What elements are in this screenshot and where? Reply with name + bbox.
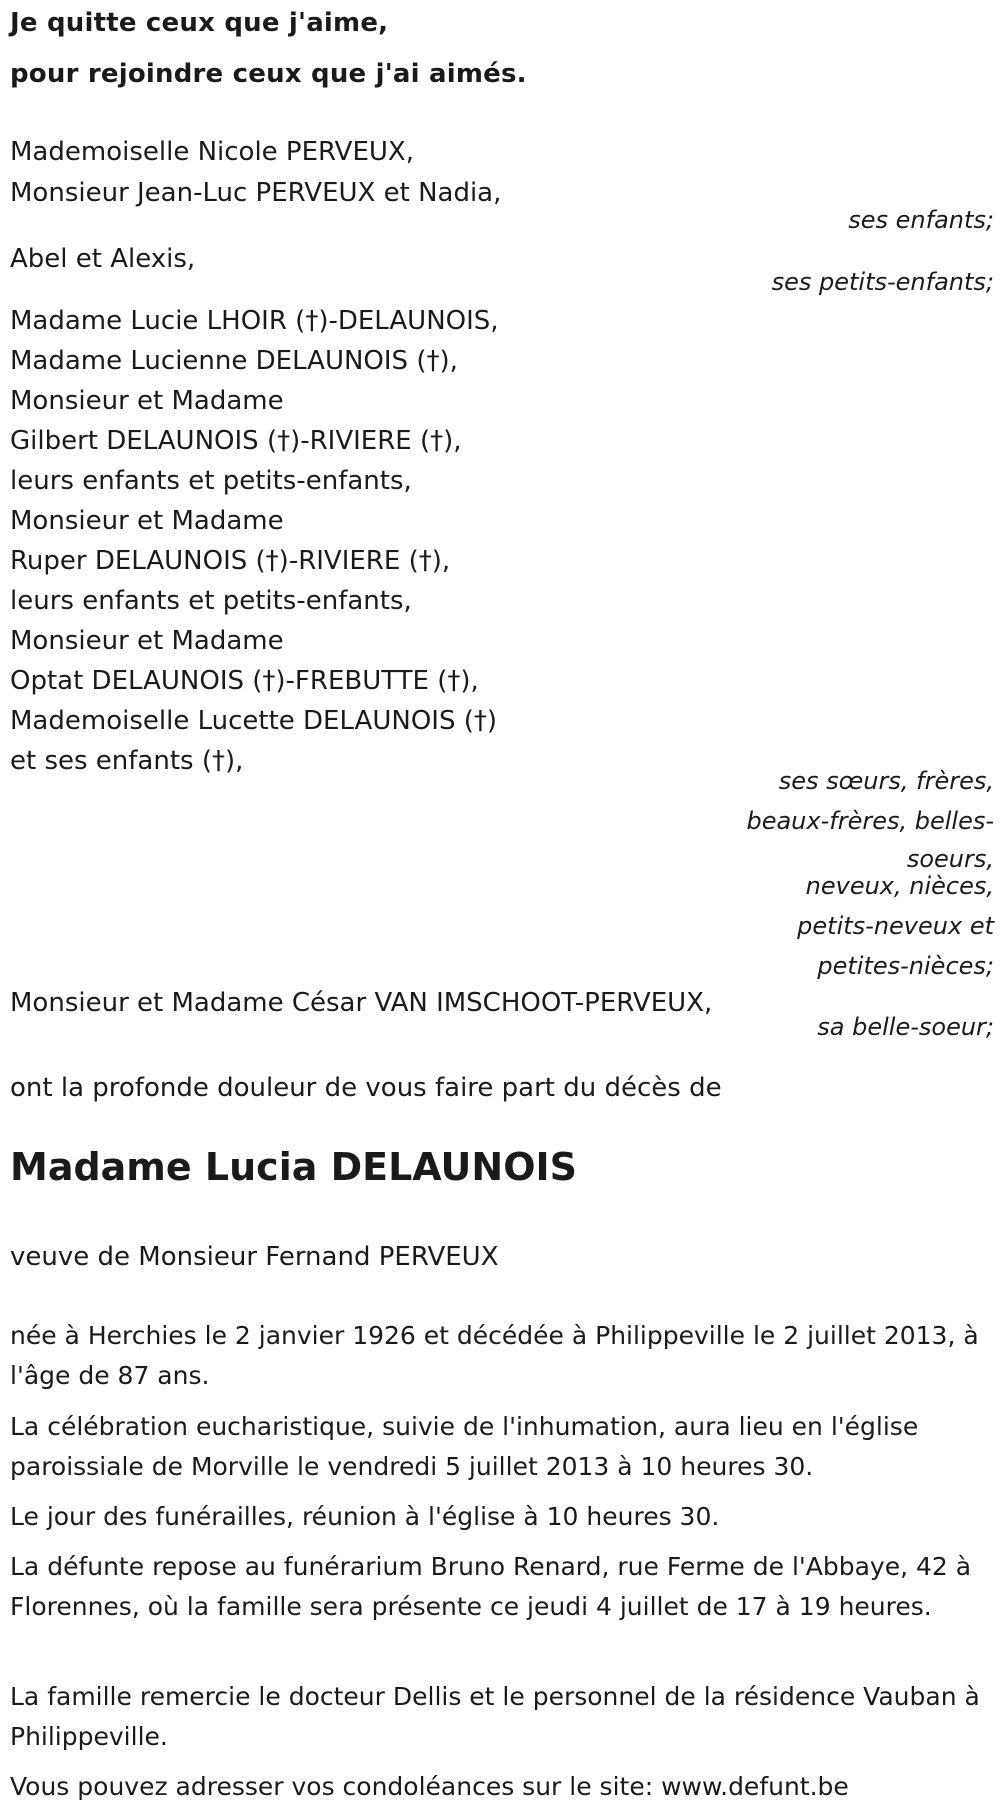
relation-grandchildren: ses petits-enfants; (771, 268, 994, 296)
family-line: Madame Lucienne DELAUNOIS (†), (10, 346, 458, 376)
motto-line-1: Je quitte ceux que j'aime, (10, 8, 389, 38)
family-line: Monsieur et Madame (10, 386, 284, 416)
deceased-name: Madame Lucia DELAUNOIS (10, 1145, 578, 1189)
widow-of: veuve de Monsieur Fernand PERVEUX (10, 1242, 499, 1272)
announcement-text: ont la profonde douleur de vous faire part du décès de (10, 1073, 722, 1103)
relation-sister-in-law: sa belle-soeur; (817, 1013, 994, 1041)
family-line: Optat DELAUNOIS (†)-FREBUTTE (†), (10, 666, 479, 696)
family-line: Abel et Alexis, (10, 244, 196, 274)
relation-siblings: beaux-frères, belles- (746, 807, 994, 835)
relation-siblings: neveux, nièces, (805, 872, 994, 900)
motto-line-2: pour rejoindre ceux que j'ai aimés. (10, 59, 527, 89)
detail-paragraph: La défunte repose au funérarium Bruno Renard, rue Ferme de l'Abbaye, 42 à Florennes, où la famille sera présente ce jeudi 4 juillet de 17 à 19 heures. (10, 1552, 972, 1621)
family-line: Mademoiselle Lucette DELAUNOIS (†) (10, 706, 498, 736)
family-line: Monsieur Jean-Luc PERVEUX et Nadia, (10, 178, 502, 208)
detail-paragraph: La famille remercie le docteur Dellis et le personnel de la résidence Vauban à Philippeville. (10, 1682, 980, 1751)
relation-children: ses enfants; (848, 206, 994, 234)
detail-paragraph: née à Herchies le 2 janvier 1926 et décédée à Philippeville le 2 juillet 2013, à l'âge de 87 ans. (10, 1321, 979, 1390)
relation-siblings: ses sœurs, frères, (778, 767, 994, 795)
relation-siblings: petites-nièces; (817, 952, 994, 980)
family-line: leurs enfants et petits-enfants, (10, 466, 412, 496)
family-line: Madame Lucie LHOIR (†)-DELAUNOIS, (10, 306, 499, 336)
family-line: et ses enfants (†), (10, 746, 244, 776)
family-line: Monsieur et Madame (10, 506, 284, 536)
family-line: leurs enfants et petits-enfants, (10, 586, 412, 616)
detail-paragraph: La célébration eucharistique, suivie de l'inhumation, aura lieu en l'église paroissiale de Morville le vendredi 5 juillet 2013 à 10 heures 30. (10, 1412, 919, 1481)
detail-paragraph: Le jour des funérailles, réunion à l'église à 10 heures 30. (10, 1502, 720, 1531)
family-line: Gilbert DELAUNOIS (†)-RIVIERE (†), (10, 426, 462, 456)
relation-siblings: petits-neveux et (797, 912, 994, 940)
condolences-text: Vous pouvez adresser vos condoléances sur le site: www.defunt.be (10, 1772, 849, 1801)
family-line: Monsieur et Madame (10, 626, 284, 656)
family-line: Monsieur et Madame César VAN IMSCHOOT-PERVEUX, (10, 988, 713, 1018)
family-line: Mademoiselle Nicole PERVEUX, (10, 137, 415, 167)
family-line: Ruper DELAUNOIS (†)-RIVIERE (†), (10, 546, 451, 576)
relation-siblings: soeurs, (906, 845, 994, 873)
